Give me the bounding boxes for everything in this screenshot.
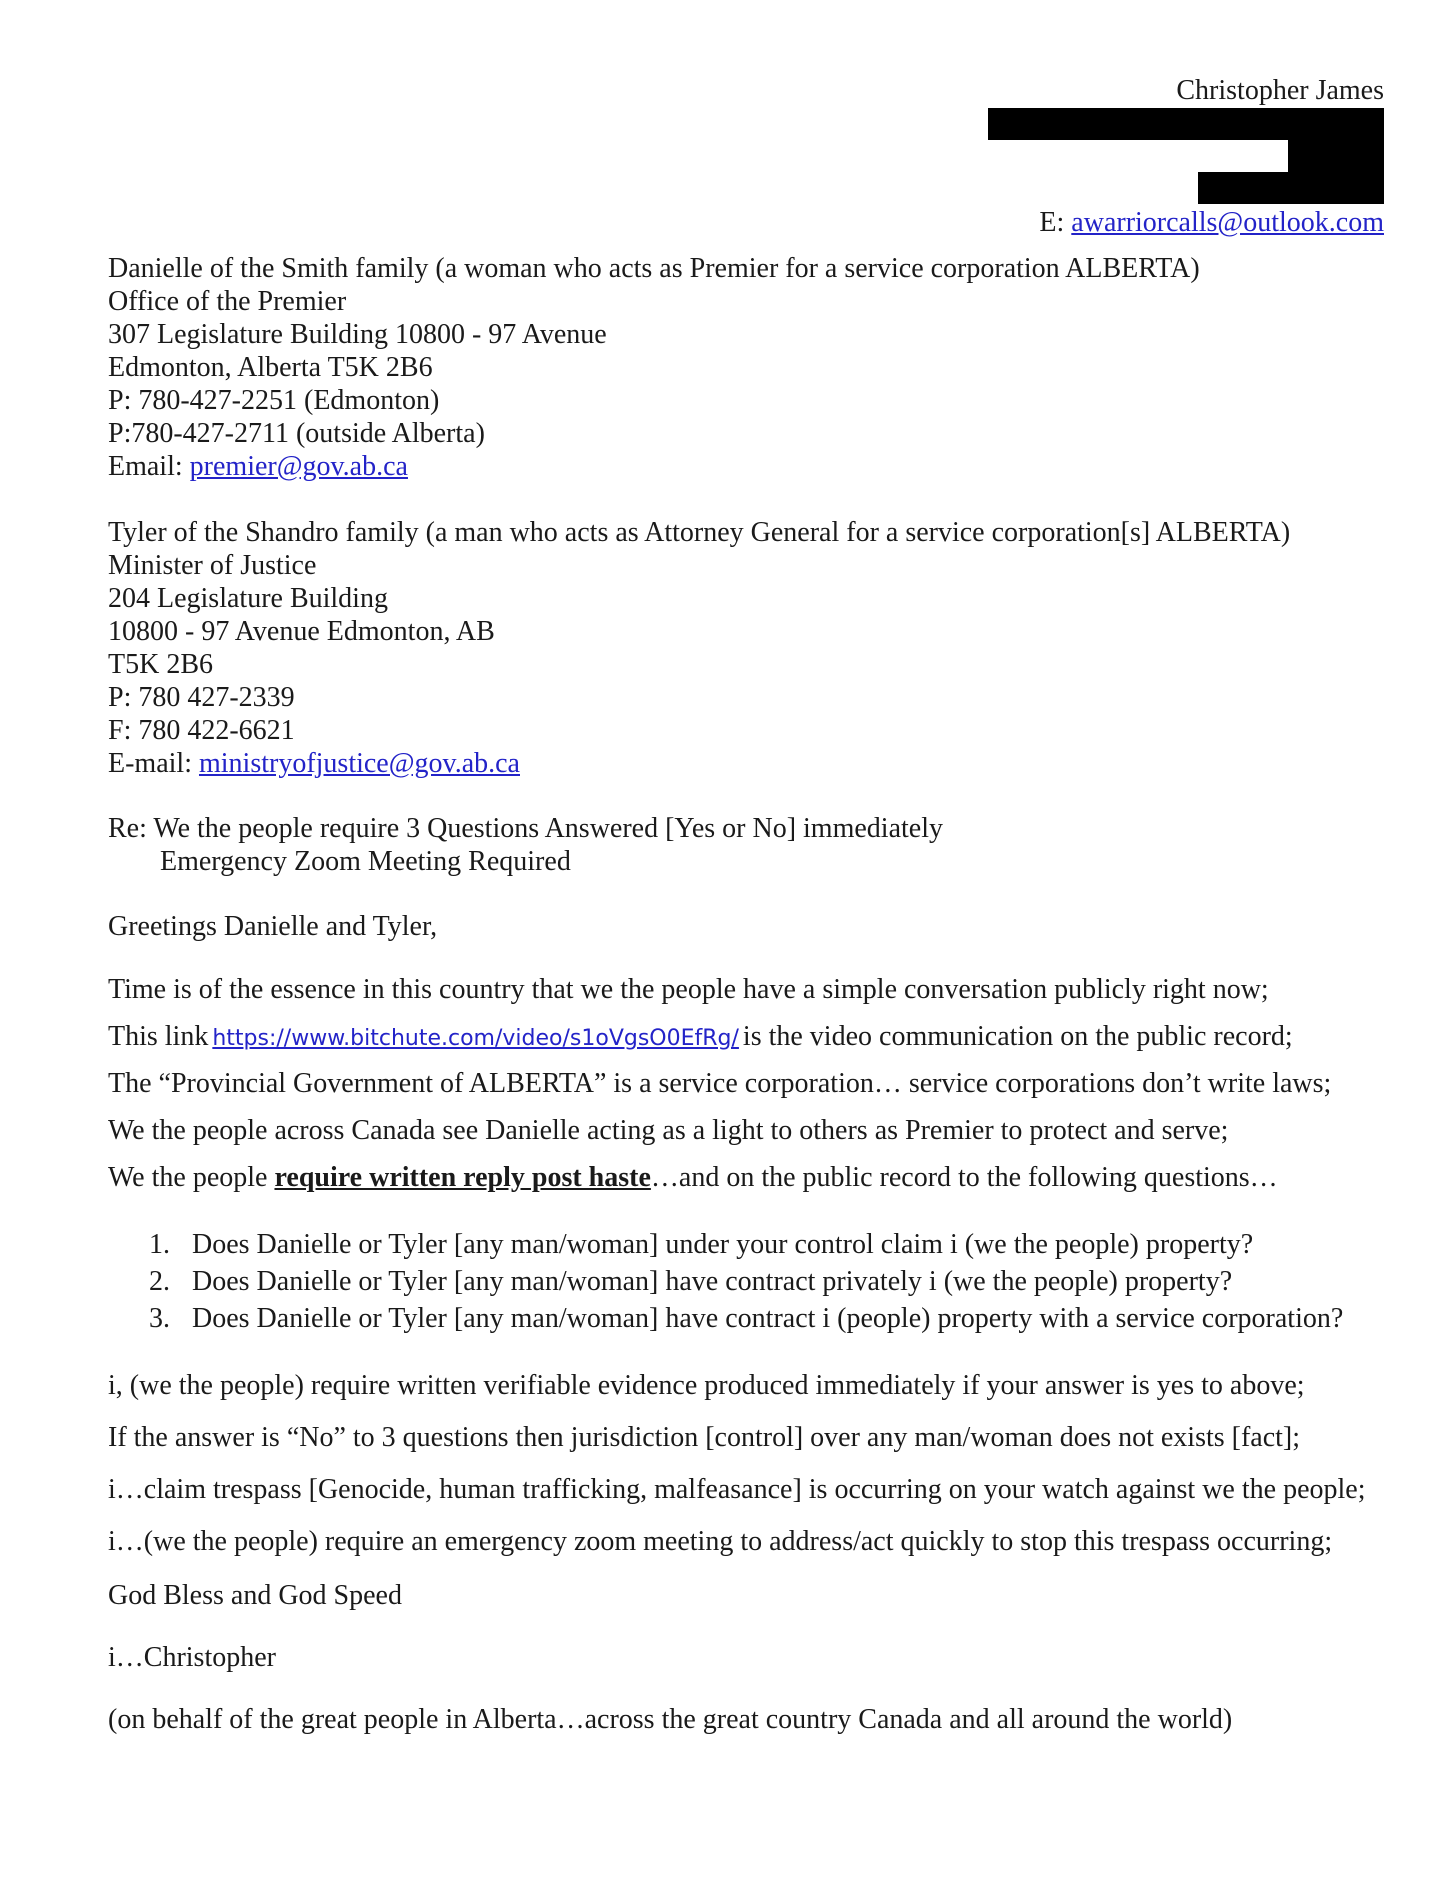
- question-item: [108, 1300, 1343, 1337]
- address-line: T5K 2B6: [108, 649, 213, 680]
- greeting: [108, 910, 437, 943]
- greeting-text: Greetings Danielle and Tyler,: [108, 911, 438, 942]
- demand-line: i…(we the people) require an emergency zoom meeting to address/act quickly to stop this trespass occurring;: [108, 1526, 1333, 1557]
- body-paragraph: [108, 966, 1331, 1201]
- body-text: We the people: [108, 1162, 275, 1193]
- emphasis-text: require written reply post haste: [274, 1162, 651, 1193]
- body-line: Time is of the essence in this country that we the people have a simple conversation publicly right now;: [108, 974, 1269, 1005]
- email-label: Email:: [108, 451, 190, 482]
- email-label: E-mail:: [108, 748, 199, 779]
- address-line: 10800 - 97 Avenue Edmonton, AB: [108, 616, 495, 647]
- subject-line: Emergency Zoom Meeting Required: [160, 846, 571, 877]
- email-line: [108, 450, 1200, 483]
- question-number: 3.: [149, 1303, 170, 1334]
- address-line: Tyler of the Shandro family (a man who acts as Attorney General for a service corporation[s] ALBERTA): [108, 517, 1291, 548]
- address-line: Edmonton, Alberta T5K 2B6: [108, 352, 433, 383]
- address-line: Danielle of the Smith family (a woman who acts as Premier for a service corporation ALBERTA): [108, 253, 1200, 284]
- behalf-line: (on behalf of the great people in Alberta…across the great country Canada and all around the world): [108, 1704, 1233, 1735]
- question-item: [108, 1263, 1343, 1300]
- address-line: Minister of Justice: [108, 550, 317, 581]
- address-line: Office of the Premier: [108, 286, 347, 317]
- justice-email-link[interactable]: ministryofjustice@gov.ab.ca: [198, 748, 520, 779]
- address-line: P: 780 427-2339: [108, 682, 295, 713]
- address-line: 307 Legislature Building 10800 - 97 Avenue: [108, 319, 607, 350]
- redaction-bar: [988, 108, 1384, 140]
- demand-line: If the answer is “No” to 3 questions then jurisdiction [control] over any man/woman does not exists [fact];: [108, 1422, 1301, 1453]
- blessing: God Bless and God Speed: [108, 1580, 402, 1611]
- address-line: F: 780 422-6621: [108, 715, 295, 746]
- address-line: P:780-427-2711 (outside Alberta): [108, 418, 485, 449]
- recipient-attorney-general: [108, 516, 1290, 780]
- body-line: The “Provincial Government of ALBERTA” is a service corporation… service corporations don’t write laws;: [108, 1068, 1332, 1099]
- demands-block: [108, 1360, 1365, 1568]
- closing-block: [108, 1570, 1232, 1746]
- body-text: This link: [108, 1021, 209, 1052]
- sender-name: Christopher James: [1176, 75, 1384, 106]
- email-prefix: E:: [1039, 207, 1072, 238]
- question-number: 1.: [149, 1229, 170, 1260]
- questions-list: [108, 1226, 1343, 1337]
- redaction-bar: [1198, 172, 1384, 204]
- email-line: [108, 747, 1290, 780]
- question-text: Does Danielle or Tyler [any man/woman] have contract privately i (we the people) property?: [192, 1266, 1233, 1297]
- demand-line: i, (we the people) require written verifiable evidence produced immediately if your answer is yes to above;: [108, 1370, 1305, 1401]
- sender-email-link[interactable]: awarriorcalls@outlook.com: [1071, 207, 1384, 238]
- body-text: …and on the public record to the following questions…: [650, 1162, 1278, 1193]
- video-link[interactable]: https://www.bitchute.com/video/s1oVgsO0EfRg/: [212, 1026, 739, 1051]
- question-number: 2.: [149, 1266, 170, 1297]
- redaction-bar: [1288, 140, 1384, 172]
- demand-line: i…claim trespass [Genocide, human trafficking, malfeasance] is occurring on your watch against we the people;: [108, 1474, 1366, 1505]
- body-text: is the video communication on the public record;: [742, 1021, 1293, 1052]
- address-line: 204 Legislature Building: [108, 583, 388, 614]
- question-text: Does Danielle or Tyler [any man/woman] have contract i (people) property with a service corporation?: [192, 1303, 1344, 1334]
- question-text: Does Danielle or Tyler [any man/woman] under your control claim i (we the people) property?: [192, 1229, 1254, 1260]
- subject-block: [108, 812, 943, 878]
- address-line: P: 780-427-2251 (Edmonton): [108, 385, 440, 416]
- premier-email-link[interactable]: premier@gov.ab.ca: [189, 451, 408, 482]
- signature: i…Christopher: [108, 1642, 276, 1673]
- question-item: [108, 1226, 1343, 1263]
- recipient-premier: [108, 252, 1200, 483]
- body-line: [108, 1013, 1331, 1060]
- body-line: We the people across Canada see Danielle acting as a light to others as Premier to protect and serve;: [108, 1115, 1229, 1146]
- sender-email-line: [1039, 206, 1384, 239]
- subject-line: Re: We the people require 3 Questions Answered [Yes or No] immediately: [108, 813, 943, 844]
- body-line: [108, 1154, 1331, 1201]
